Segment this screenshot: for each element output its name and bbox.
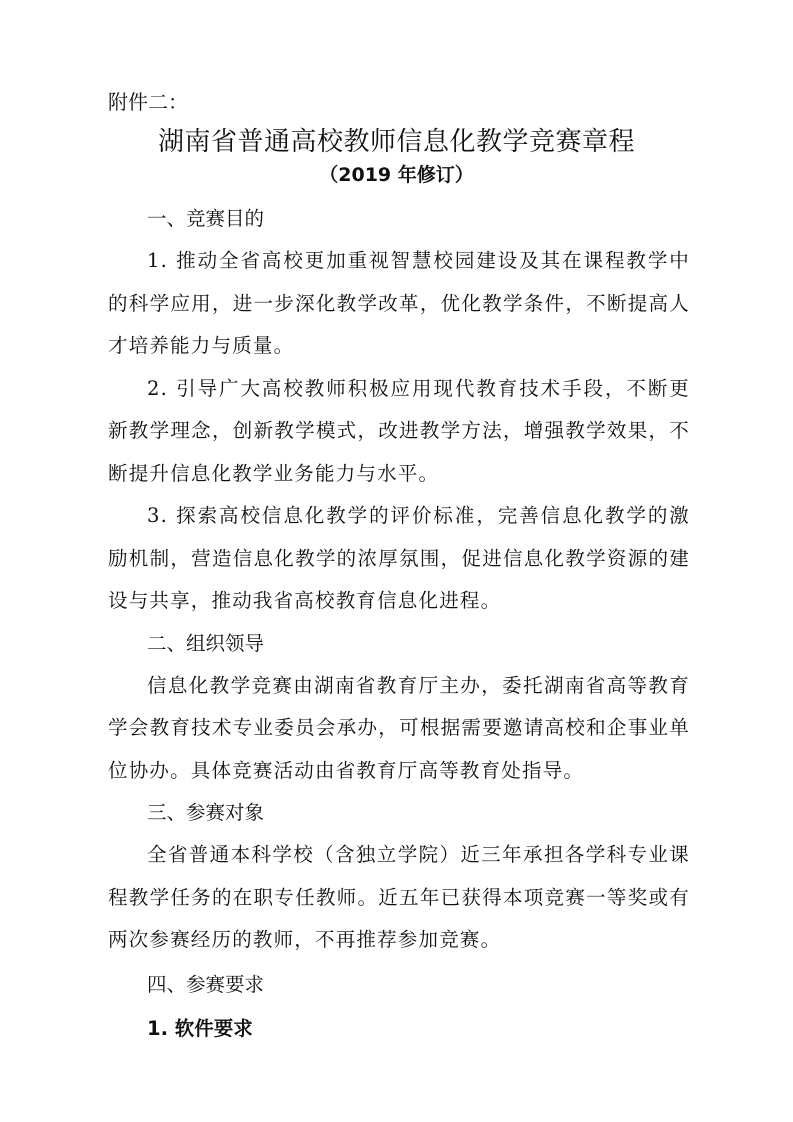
paragraph: 全省普通本科学校（含独立学院）近三年承担各学科专业课程教学任务的在职专任教师。近五年已获得本项竞赛一等奖或有两次参赛经历的教师，不再推荐参加竞赛。 [108, 843, 690, 951]
paragraph: 3. 探索高校信息化教学的评价标准，完善信息化教学的激励机制，营造信息化教学的浓厚氛围，促进信息化教学资源的建设与共享，推动我省高校教育信息化进程。 [108, 504, 690, 612]
section-heading-purpose: 一、竞赛目的 [147, 207, 265, 230]
paragraph: 信息化教学竞赛由湖南省教育厅主办，委托湖南省高等教育学会教育技术专业委员会承办，可根据需要邀请高校和企事业单位协办。具体竞赛活动由省教育厅高等教育处指导。 [108, 673, 690, 782]
document-subtitle: （2019 年修订） [319, 164, 474, 186]
subheading-software-requirements: 1. 软件要求 [147, 1016, 253, 1040]
document-body [108, 198, 690, 1050]
paragraph: 2. 引导广大高校教师积极应用现代教育技术手段，不断更新教学理念，创新教学模式，改进教学方法，增强教学效果，不断提升信息化教学业务能力与水平。 [108, 376, 690, 485]
section-heading-requirements: 四、参赛要求 [147, 972, 265, 996]
section-heading-participants: 三、参赛对象 [147, 801, 265, 824]
document-title: 湖南省普通高校教师信息化教学竞赛章程 [157, 127, 635, 157]
section-heading-organization: 二、组织领导 [147, 631, 265, 655]
annex-label: 附件二： [108, 90, 188, 114]
paragraph: 1. 推动全省高校更加重视智慧校园建设及其在课程教学中的科学应用，进一步深化教学改革，优化教学条件，不断提高人才培养能力与质量。 [108, 249, 690, 357]
